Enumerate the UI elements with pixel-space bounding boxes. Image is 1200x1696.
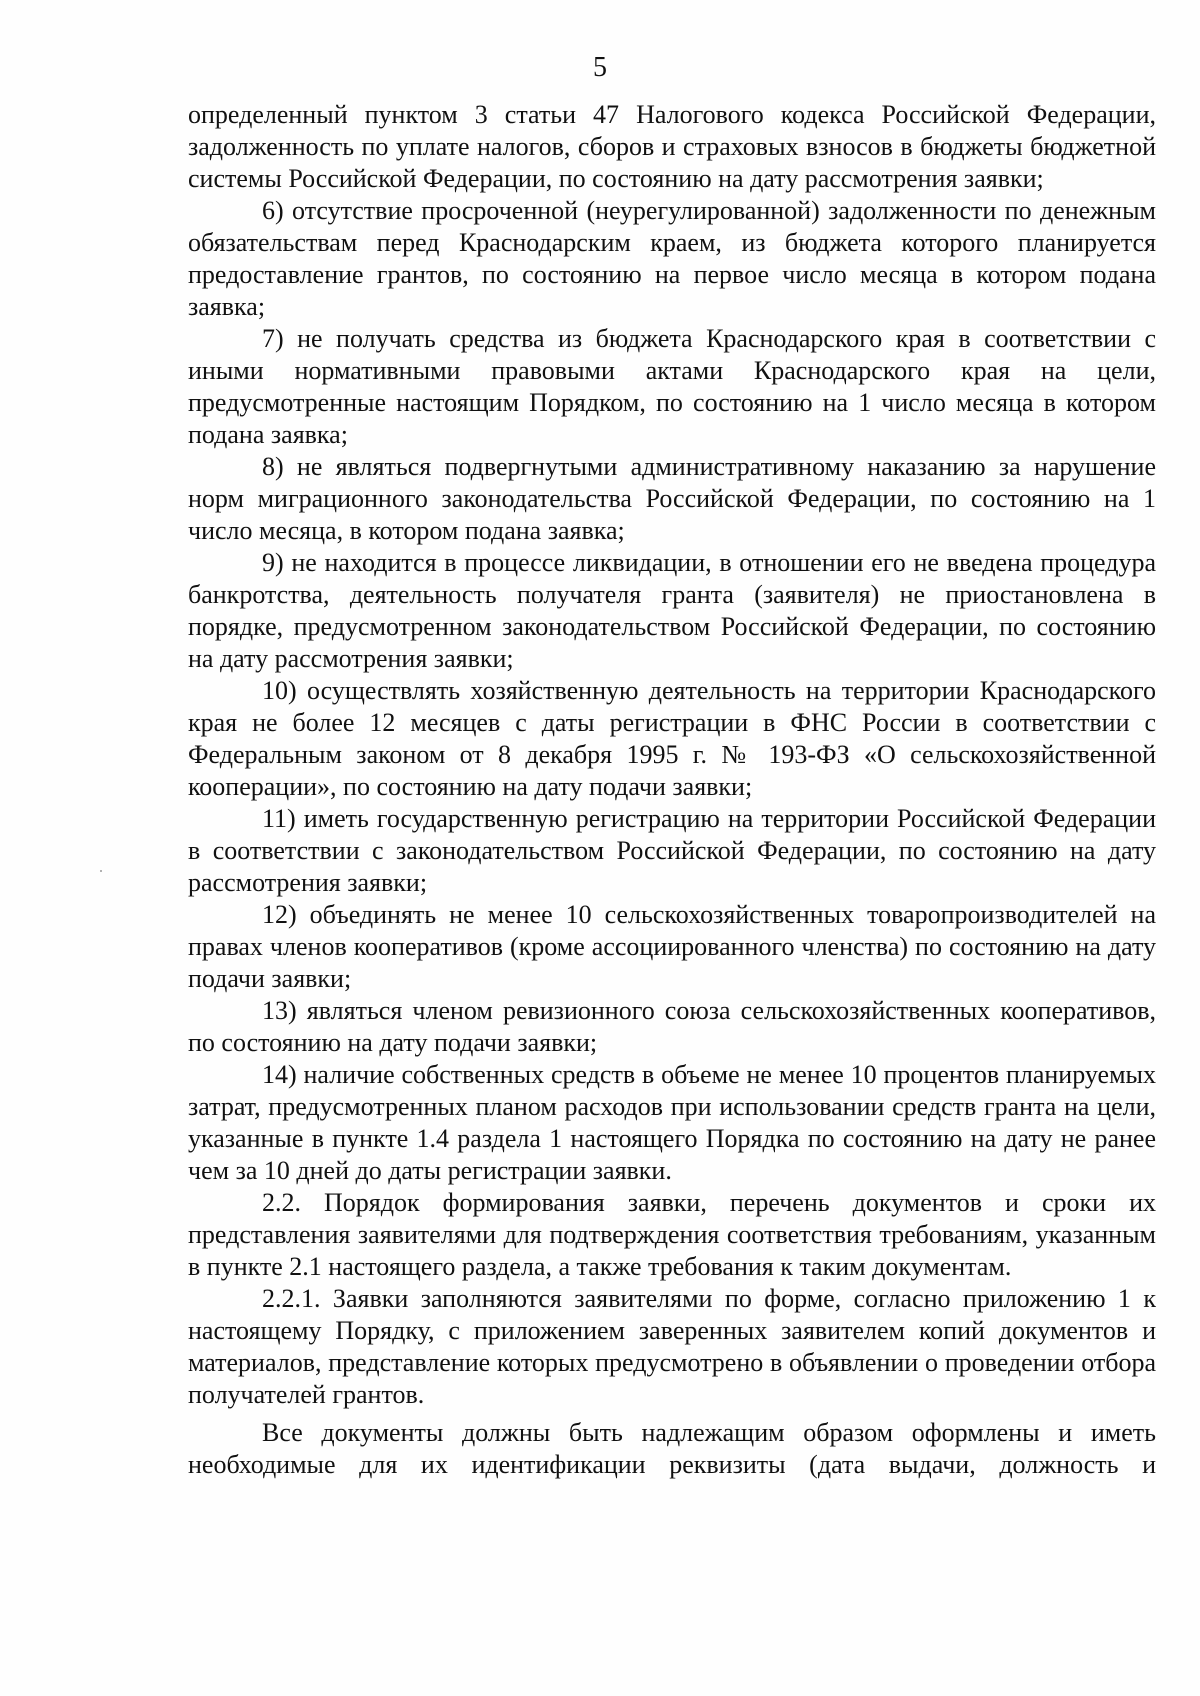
- paragraph-item-6: 6) отсутствие просроченной (неурегулированной) задолженности по денежным обязательствам перед Краснодарским краем, из бюджета которого планируется предоставление грантов, по состоянию на первое число месяца в котором подана заявка;: [188, 196, 1156, 321]
- paragraph-item-10: 10) осуществлять хозяйственную деятельность на территории Краснодарского края не более 12 месяцев с даты регистрации в ФНС России в соответствии с Федеральным законом от 8 декабря 1995 г. № 193-ФЗ «О сельскохозяйственной кооперации», по состоянию на дату подачи заявки;: [188, 676, 1156, 801]
- paragraph-item-12: 12) объединять не менее 10 сельскохозяйственных товаропроизводителей на правах членов кооперативов (кроме ассоциированного членства) по состоянию на дату подачи заявки;: [188, 900, 1156, 993]
- paragraph-section-2-2-1: 2.2.1. Заявки заполняются заявителями по форме, согласно приложению 1 к настоящему Порядку, с приложением заверенных заявителем копий документов и материалов, представление которых предусмотрено в объявлении о проведении отбора получателей грантов.: [188, 1284, 1156, 1409]
- paragraph-item-7: 7) не получать средства из бюджета Краснодарского края в соответствии с иными нормативными правовыми актами Краснодарского края на цели, предусмотренные настоящим Порядком, по состоянию на 1 число месяца в котором подана заявка;: [188, 324, 1156, 449]
- paragraph-continuation: определенный пунктом 3 статьи 47 Налогового кодекса Российской Федерации, задолженность по уплате налогов, сборов и страховых взносов в бюджеты бюджетной системы Российской Федерации, по состоянию на дату рассмотрения заявки;: [188, 100, 1156, 193]
- paragraph-documents-requirements: Все документы должны быть надлежащим образом оформлены и иметь необходимые для их идентификации реквизиты (дата выдачи, должность и: [188, 1418, 1156, 1479]
- paragraph-item-11: 11) иметь государственную регистрацию на территории Российской Федерации в соответствии с законодательством Российской Федерации, по состоянию на дату рассмотрения заявки;: [188, 804, 1156, 897]
- paragraph-item-14: 14) наличие собственных средств в объеме не менее 10 процентов планируемых затрат, предусмотренных планом расходов при использовании средств гранта на цели, указанные в пункте 1.4 раздела 1 настоящего Порядка по состоянию на дату не ранее чем за 10 дней до даты регистрации заявки.: [188, 1060, 1156, 1185]
- scan-speck: [100, 870, 102, 872]
- paragraph-section-2-2: 2.2. Порядок формирования заявки, перечень документов и сроки их представления заявителями для подтверждения соответствия требованиям, указанным в пункте 2.1 настоящего раздела, а также требования к таким документам.: [188, 1188, 1156, 1281]
- document-body: [188, 99, 1156, 1481]
- page-number: 5: [593, 52, 607, 83]
- paragraph-item-13: 13) являться членом ревизионного союза сельскохозяйственных кооперативов, по состоянию на дату подачи заявки;: [188, 996, 1156, 1057]
- paragraph-item-9: 9) не находится в процессе ликвидации, в отношении его не введена процедура банкротства, деятельность получателя гранта (заявителя) не приостановлена в порядке, предусмотренном законодательством Российской Федерации, по состоянию на дату рассмотрения заявки;: [188, 548, 1156, 673]
- paragraph-item-8: 8) не являться подвергнутыми административному наказанию за нарушение норм миграционного законодательства Российской Федерации, по состоянию на 1 число месяца, в котором подана заявка;: [188, 452, 1156, 545]
